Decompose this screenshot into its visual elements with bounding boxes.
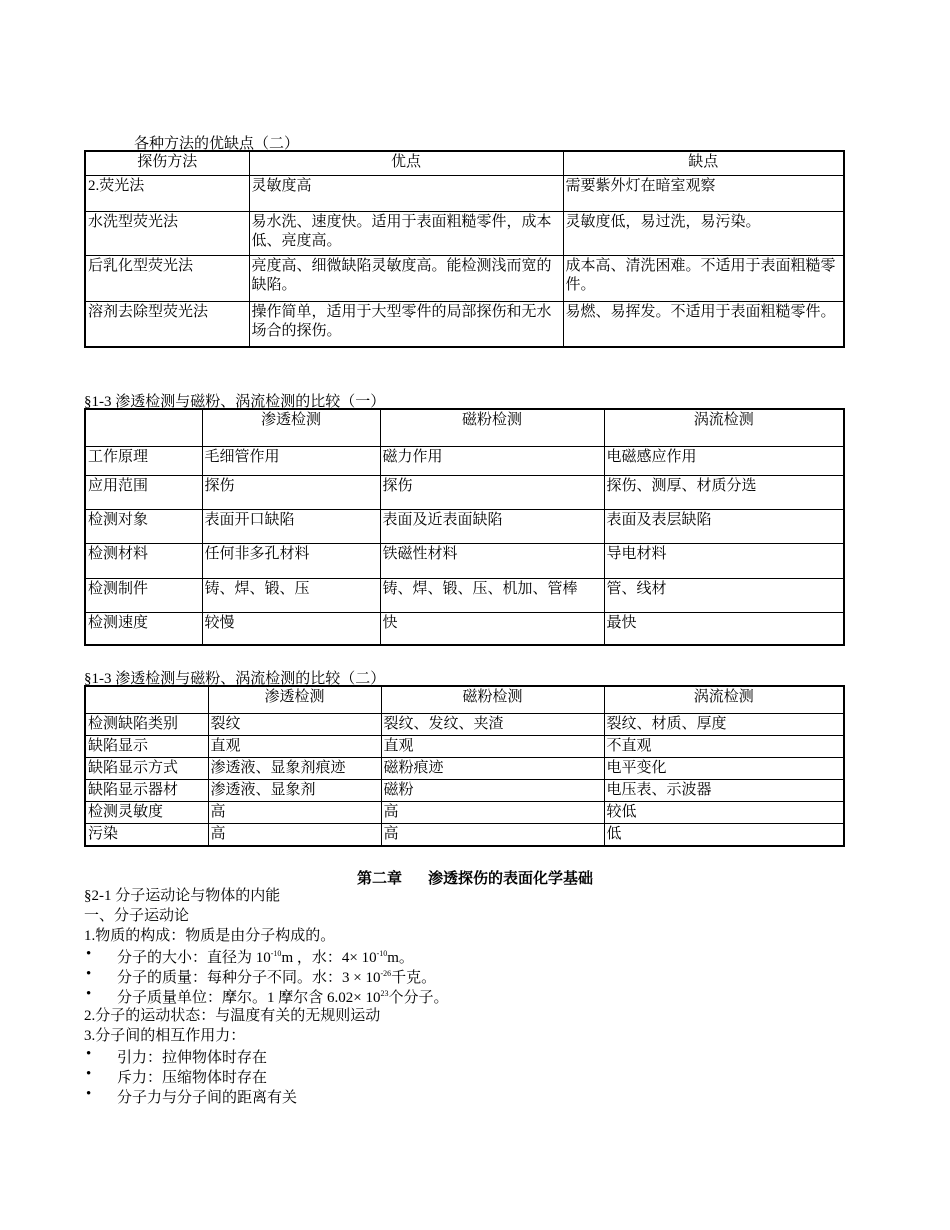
exponent: -26 bbox=[380, 969, 392, 978]
bullet-mark: • bbox=[86, 1046, 92, 1062]
table-row bbox=[85, 757, 844, 779]
table-cell: 操作简单，适用于大型零件的局部探伤和无水场合的探伤。 bbox=[249, 301, 563, 347]
table-cell: 检测缺陷类别 bbox=[85, 713, 208, 735]
header-cell: 磁粉检测 bbox=[381, 686, 604, 713]
bullet-text: 个分子。 bbox=[388, 990, 449, 1006]
table-cell: 易水洗、速度快。适用于表面粗糙零件，成本低、亮度高。 bbox=[249, 211, 563, 255]
bullet-text: m ，水：4× 10 bbox=[281, 950, 377, 966]
header-cell: 探伤方法 bbox=[85, 151, 249, 175]
table-cell: 较慢 bbox=[202, 612, 380, 645]
table-cell: 管、线材 bbox=[604, 578, 844, 612]
exponent: -10 bbox=[270, 949, 282, 958]
header-cell: 渗透检测 bbox=[202, 409, 380, 446]
comparison-table-1 bbox=[84, 408, 845, 646]
table-row bbox=[85, 255, 844, 301]
table-cell: 探伤 bbox=[202, 475, 380, 509]
table-cell: 铸、焊、锻、压 bbox=[202, 578, 380, 612]
bullet-text: 分子质量单位：摩尔。1 摩尔含 6.02× 10 bbox=[117, 990, 381, 1006]
table-cell: 裂纹 bbox=[208, 713, 381, 735]
table-cell: 较低 bbox=[604, 801, 844, 823]
bullet-item: 斥力：压缩物体时存在 bbox=[117, 1070, 268, 1086]
table-cell: 裂纹、发纹、夹渣 bbox=[381, 713, 604, 735]
table-row bbox=[85, 446, 844, 475]
table-header-row bbox=[85, 409, 844, 446]
table-cell: 最快 bbox=[604, 612, 844, 645]
table-cell: 应用范围 bbox=[85, 475, 202, 509]
table2-caption: §1-3 渗透检测与磁粉、涡流检测的比较（一） bbox=[84, 394, 386, 410]
bullet-item bbox=[117, 966, 436, 987]
table-row bbox=[85, 543, 844, 578]
table-cell: 高 bbox=[381, 801, 604, 823]
table-row bbox=[85, 801, 844, 823]
table-cell: 表面开口缺陷 bbox=[202, 509, 380, 543]
table-cell: 铁磁性材料 bbox=[380, 543, 604, 578]
table3-caption: §1-3 渗透检测与磁粉、涡流检测的比较（二） bbox=[84, 671, 386, 687]
body-line: 3.分子间的相互作用力： bbox=[84, 1028, 246, 1044]
table-cell: 检测制件 bbox=[85, 578, 202, 612]
bullet-item bbox=[117, 946, 414, 967]
section-heading: §2-1 分子运动论与物体的内能 bbox=[84, 888, 281, 904]
table-header-row bbox=[85, 686, 844, 713]
bullet-item: 分子力与分子间的距离有关 bbox=[117, 1090, 298, 1106]
bullet-item bbox=[117, 986, 448, 1007]
bullet-text: m。 bbox=[387, 950, 414, 966]
table-cell: 磁粉 bbox=[381, 779, 604, 801]
table-row bbox=[85, 301, 844, 347]
chapter-heading bbox=[0, 867, 950, 888]
table-cell: 电磁感应作用 bbox=[604, 446, 844, 475]
bullet-text: 分子的大小：直径为 10 bbox=[117, 950, 271, 966]
table-cell: 毛细管作用 bbox=[202, 446, 380, 475]
bullet-item: 引力：拉伸物体时存在 bbox=[117, 1050, 268, 1066]
table-cell: 缺陷显示器材 bbox=[85, 779, 208, 801]
chapter-number: 第二章 bbox=[356, 871, 402, 887]
exponent: 23 bbox=[380, 989, 389, 998]
table-row bbox=[85, 175, 844, 211]
header-cell bbox=[85, 409, 202, 446]
header-cell: 渗透检测 bbox=[208, 686, 381, 713]
table-cell: 成本高、清洗困难。不适用于表面粗糙零件。 bbox=[563, 255, 844, 301]
table-cell: 铸、焊、锻、压、机加、管棒 bbox=[380, 578, 604, 612]
exponent: -10 bbox=[376, 949, 388, 958]
table-cell: 灵敏度高 bbox=[249, 175, 563, 211]
table-cell: 不直观 bbox=[604, 735, 844, 757]
table-cell: 探伤 bbox=[380, 475, 604, 509]
table-header-row bbox=[85, 151, 844, 175]
chapter-title: 渗透探伤的表面化学基础 bbox=[428, 871, 594, 887]
table-cell: 裂纹、材质、厚度 bbox=[604, 713, 844, 735]
table-cell: 检测材料 bbox=[85, 543, 202, 578]
table-cell: 后乳化型荧光法 bbox=[85, 255, 249, 301]
table-cell: 高 bbox=[208, 801, 381, 823]
header-cell: 磁粉检测 bbox=[380, 409, 604, 446]
table-cell: 电压表、示波器 bbox=[604, 779, 844, 801]
table-cell: 溶剂去除型荧光法 bbox=[85, 301, 249, 347]
table-cell: 水洗型荧光法 bbox=[85, 211, 249, 255]
table-cell: 直观 bbox=[381, 735, 604, 757]
table-cell: 低 bbox=[604, 823, 844, 846]
table1-caption: 各种方法的优缺点（二） bbox=[134, 136, 300, 152]
table-cell: 易燃、易挥发。不适用于表面粗糙零件。 bbox=[563, 301, 844, 347]
table-cell: 缺陷显示方式 bbox=[85, 757, 208, 779]
bullet-mark: • bbox=[86, 986, 92, 1002]
bullet-text: 千克。 bbox=[391, 970, 437, 986]
table-cell: 任何非多孔材料 bbox=[202, 543, 380, 578]
table-row bbox=[85, 612, 844, 645]
header-cell: 缺点 bbox=[563, 151, 844, 175]
methods-table bbox=[84, 150, 845, 348]
table-row bbox=[85, 779, 844, 801]
table-cell: 表面及表层缺陷 bbox=[604, 509, 844, 543]
table-cell: 2.荧光法 bbox=[85, 175, 249, 211]
table-row bbox=[85, 475, 844, 509]
bullet-mark: • bbox=[86, 946, 92, 962]
table-cell: 亮度高、细微缺陷灵敏度高。能检测浅而宽的缺陷。 bbox=[249, 255, 563, 301]
header-cell bbox=[85, 686, 208, 713]
table-cell: 渗透液、显象剂 bbox=[208, 779, 381, 801]
body-line: 2.分子的运动状态：与温度有关的无规则运动 bbox=[84, 1008, 381, 1024]
table-cell: 需要紫外灯在暗室观察 bbox=[563, 175, 844, 211]
table-cell: 导电材料 bbox=[604, 543, 844, 578]
table-cell: 污染 bbox=[85, 823, 208, 846]
table-row bbox=[85, 735, 844, 757]
table-cell: 快 bbox=[380, 612, 604, 645]
table-cell: 高 bbox=[381, 823, 604, 846]
table-cell: 电平变化 bbox=[604, 757, 844, 779]
header-cell: 涡流检测 bbox=[604, 686, 844, 713]
header-cell: 优点 bbox=[249, 151, 563, 175]
table-cell: 高 bbox=[208, 823, 381, 846]
bullet-mark: • bbox=[86, 966, 92, 982]
body-line: 1.物质的构成：物质是由分子构成的。 bbox=[84, 928, 336, 944]
table-cell: 直观 bbox=[208, 735, 381, 757]
table-cell: 检测对象 bbox=[85, 509, 202, 543]
table-cell: 表面及近表面缺陷 bbox=[380, 509, 604, 543]
table-cell: 检测灵敏度 bbox=[85, 801, 208, 823]
header-cell: 涡流检测 bbox=[604, 409, 844, 446]
table-cell: 磁粉痕迹 bbox=[381, 757, 604, 779]
table-row bbox=[85, 713, 844, 735]
table-cell: 工作原理 bbox=[85, 446, 202, 475]
table-cell: 灵敏度低，易过洗，易污染。 bbox=[563, 211, 844, 255]
table-row bbox=[85, 823, 844, 846]
bullet-text: 分子的质量：每种分子不同。水：3 × 10 bbox=[117, 970, 381, 986]
table-cell: 磁力作用 bbox=[380, 446, 604, 475]
comparison-table-2 bbox=[84, 685, 845, 847]
bullet-mark: • bbox=[86, 1086, 92, 1102]
table-cell: 探伤、测厚、材质分选 bbox=[604, 475, 844, 509]
table-row bbox=[85, 211, 844, 255]
table-row bbox=[85, 578, 844, 612]
table-cell: 缺陷显示 bbox=[85, 735, 208, 757]
table-cell: 检测速度 bbox=[85, 612, 202, 645]
subsection-heading: 一、分子运动论 bbox=[84, 908, 190, 924]
bullet-mark: • bbox=[86, 1066, 92, 1082]
table-cell: 渗透液、显象剂痕迹 bbox=[208, 757, 381, 779]
table-row bbox=[85, 509, 844, 543]
